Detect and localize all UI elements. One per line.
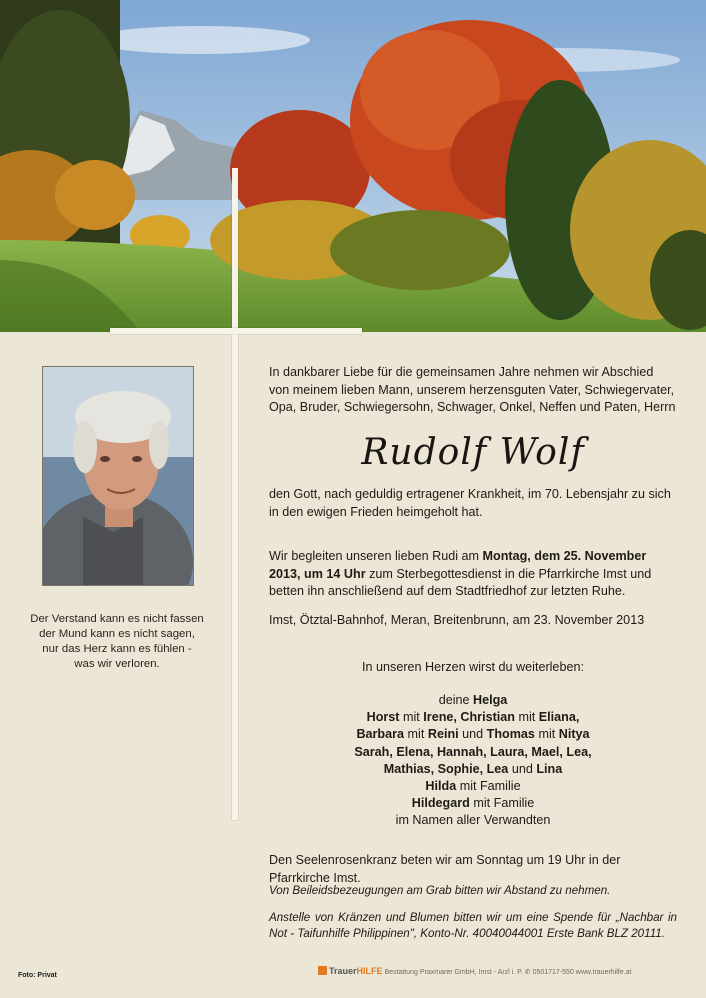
deceased-name: Rudolf Wolf (361, 432, 585, 473)
place-and-date: Imst, Ötztal-Bahnhof, Meran, Breitenbrunn, am 23. November 2013 (269, 613, 645, 627)
family-line: im Namen aller Verwandten (395, 813, 551, 828)
quote-line: was wir verloren. (74, 658, 160, 670)
quote-line: nur das Herz kann es fühlen - (42, 643, 192, 655)
death-notice-text: den Gott, nach geduldig ertragener Krankheit, im 70. Lebensjahr zu sich in den ewigen Frieden heimgeholt hat. (269, 487, 671, 519)
landscape-image (0, 0, 706, 332)
portrait-image (43, 367, 193, 585)
family-line: Horst mit Irene, Christian mit Eliana, (366, 710, 580, 725)
brand-name: TrauerHILFE (329, 966, 383, 976)
intro-text: In dankbarer Liebe für die gemeinsamen Jahre nehmen wir Abschied von meinem lieben Mann, unserem herzensguten Vater, Schwiegervater, Opa, Bruder, Schwiegersohn, Schwager, Onkel, Neffen und Paten, Herrn (269, 365, 676, 414)
quote-line: Der Verstand kann es nicht fassen (30, 613, 204, 625)
family-line: deine Helga (438, 693, 508, 707)
family-line: Sarah, Elena, Hannah, Laura, Mael, Lea, (354, 744, 592, 759)
family-line: Mathias, Sophie, Lea und Lina (383, 761, 563, 776)
family-line: Barbara mit Reini und Thomas mit Nitya (356, 727, 590, 742)
cross-vertical-bar (232, 168, 238, 820)
funeral-text-post: zum Sterbegottesdienst in die Pfarrkirche Imst und betten ihn anschließend auf dem Stadtfriedhof zur letzten Ruhe. (269, 566, 652, 598)
remembrance-line: In unseren Herzen wirst du weiterleben: (362, 660, 584, 674)
family-line: Hilda mit Familie (425, 779, 521, 794)
portrait-photo (42, 366, 194, 586)
funeral-text-pre: Wir begleiten unseren lieben Rudi am (269, 549, 483, 563)
family-line: Hildegard mit Familie (411, 796, 535, 811)
rosary-notice: Den Seelenrosenkranz beten wir am Sonntag um 19 Uhr in der Pfarrkirche Imst. (269, 853, 621, 885)
trauerhilfe-logo-icon (318, 966, 327, 975)
footer-text: Bestattung Praxmarer GmbH, Imst - Arzl i. P. ✆ 0501717-550 www.trauerhilfe.at (382, 969, 632, 976)
quote-line: der Mund kann es nicht sagen, (39, 628, 195, 640)
donation-note: Anstelle von Kränzen und Blumen bitten wir um eine Spende für „Nachbar in Not - Taifunhilfe Philippinen", Konto-Nr. 40040044001 Erste Bank BLZ 20111. (269, 911, 677, 940)
memorial-quote (24, 612, 210, 672)
photo-credit: Foto: Privat (18, 972, 57, 979)
funeral-details (269, 548, 677, 601)
family-list (269, 692, 677, 830)
landscape-photo (0, 0, 706, 332)
condolence-note: Von Beileidsbezeugungen am Grab bitten wir Abstand zu nehmen. (269, 884, 611, 897)
funeral-date: Montag, dem 25. November 2013, um 14 Uhr (269, 549, 647, 581)
funeral-home-footer (318, 966, 631, 976)
cross-horizontal-bar (110, 328, 362, 334)
